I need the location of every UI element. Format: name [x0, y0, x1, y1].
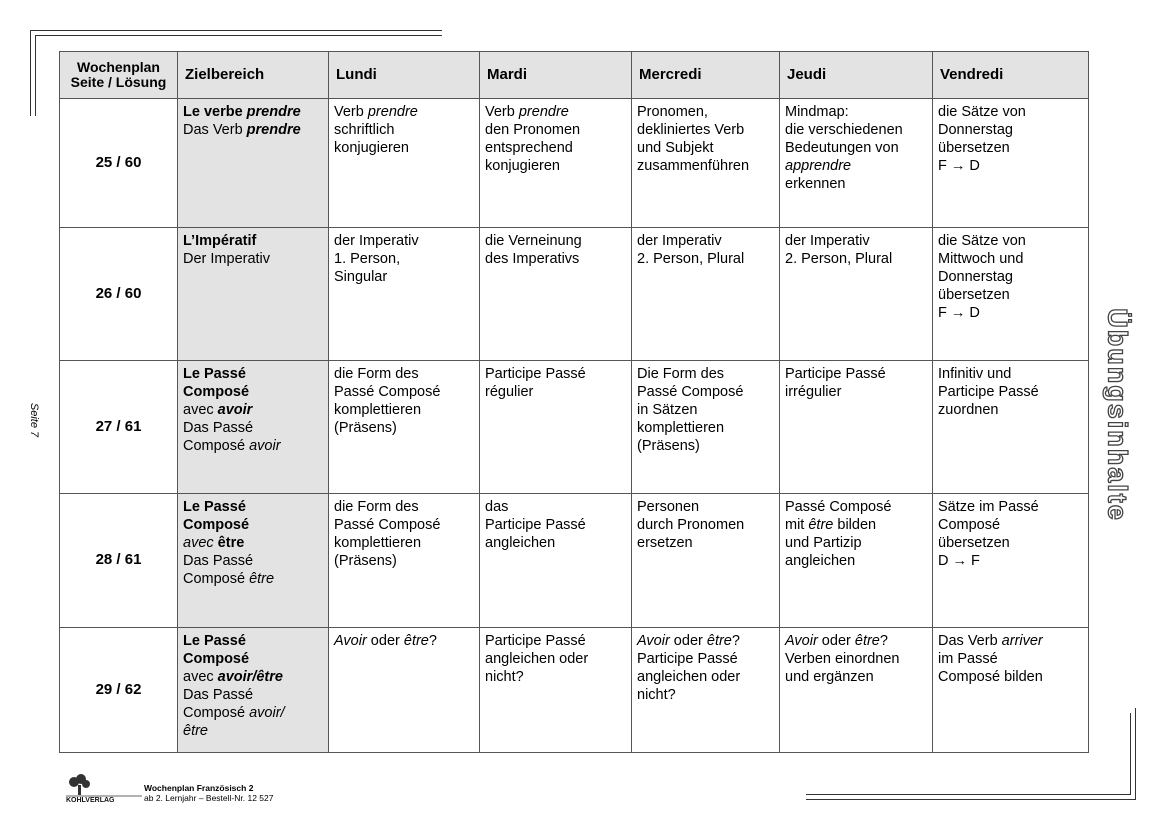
kohl-verlag-logo — [64, 774, 144, 804]
table-row — [60, 494, 1089, 627]
cell-text-segment: Composé bilden — [938, 668, 1043, 685]
cell-text-segment: die Verneinung — [485, 233, 582, 250]
cell-text-segment: avoir — [217, 401, 253, 418]
cell-text-segment: die verschiedenen — [785, 122, 903, 138]
cell-vendredi — [933, 228, 1089, 360]
logo-text: KOHLVERLAG — [66, 797, 115, 804]
cell-text-segment: F → D — [938, 305, 980, 322]
cell-seite: 26 / 60 — [60, 228, 178, 360]
cell-text-segment: Mindmap: — [785, 104, 849, 120]
table-row — [60, 228, 1089, 360]
cell-text-segment: arriver — [1001, 632, 1043, 649]
footer-title: Wochenplan Französisch 2 — [144, 783, 254, 793]
cell-text-segment: Le Passé — [183, 632, 246, 649]
cell-zielbereich — [178, 494, 329, 627]
cell-zielbereich — [178, 360, 329, 493]
cell-lundi — [329, 360, 480, 493]
cell-text-segment: nicht? — [637, 686, 676, 703]
cell-text-segment: Avoir — [334, 632, 367, 649]
cell-text-segment: angleichen — [785, 553, 856, 570]
cell-text-segment: die Sätze von — [938, 104, 1026, 120]
cell-text-segment: apprendre — [785, 158, 852, 174]
cell-text-segment: Participe Passé — [938, 383, 1039, 400]
cell-text-segment: être — [706, 632, 732, 649]
cell-mardi — [480, 494, 632, 627]
cell-text-segment: in Sätzen — [637, 401, 698, 418]
frame-line-right-outer — [1135, 708, 1136, 800]
cell-text-segment: ? — [428, 632, 437, 649]
cell-text-segment: irrégulier — [785, 383, 842, 400]
cell-text-segment: Das Verb — [938, 632, 1002, 649]
cell-text-segment: Le verbe — [183, 104, 247, 120]
footer-subtitle: ab 2. Lernjahr – Bestell-Nr. 12 527 — [144, 793, 274, 803]
cell-text-segment: être — [183, 722, 208, 739]
page-number-text: Seite 7 — [28, 402, 40, 438]
cell-text-segment: der Imperativ — [334, 233, 419, 250]
cell-jeudi — [780, 228, 933, 360]
cell-text-segment: Composé — [183, 650, 250, 667]
cell-mercredi — [632, 360, 780, 493]
cell-text-segment: nicht? — [485, 668, 524, 685]
cell-lundi — [329, 627, 480, 752]
frame-line-left-outer — [30, 30, 31, 116]
cell-text-segment: Verb — [334, 104, 368, 120]
cell-text-segment: bilden — [833, 517, 877, 534]
frame-line-bottom-inner — [806, 794, 1131, 795]
header-lundi: Lundi — [329, 52, 480, 99]
frame-line-top-inner — [35, 35, 442, 36]
cell-mardi — [480, 360, 632, 493]
cell-text-segment: Die Form des — [637, 365, 725, 382]
frame-line-left-inner — [35, 35, 36, 116]
cell-seite: 28 / 61 — [60, 494, 178, 627]
cell-seite: 29 / 62 — [60, 627, 178, 752]
cell-jeudi — [780, 494, 933, 627]
cell-text-segment: avec — [183, 668, 218, 685]
cell-lundi — [329, 228, 480, 360]
table-body — [60, 99, 1089, 753]
cell-text-segment: im Passé — [938, 650, 998, 667]
cell-jeudi — [780, 360, 933, 493]
cell-text-segment: Das Passé — [183, 419, 254, 436]
cell-text-segment: zuordnen — [938, 401, 999, 418]
cell-text-segment: schriftlich — [334, 122, 395, 138]
cell-text-segment: être — [249, 571, 275, 588]
cell-text-segment: avoir/ — [249, 704, 285, 721]
side-title — [1097, 300, 1137, 530]
cell-text-segment: Passé Composé — [334, 517, 441, 534]
cell-text-segment: komplettieren — [637, 419, 725, 436]
header-mardi: Mardi — [480, 52, 632, 99]
cell-text-segment: und Subjekt — [637, 140, 714, 156]
cell-text-segment: Participe Passé — [485, 632, 586, 649]
side-title-text: Übungsinhalte — [1102, 308, 1133, 522]
cell-text-segment: Participe Passé — [785, 365, 886, 382]
frame-line-top-outer — [30, 30, 442, 31]
cell-vendredi — [933, 360, 1089, 493]
cell-text-segment: Composé — [183, 383, 250, 400]
cell-text-segment: und Partizip — [785, 535, 862, 552]
cell-text-segment: avoir/être — [217, 668, 283, 685]
cell-text-segment: die Sätze von — [938, 233, 1026, 250]
cell-text-segment: Das Passé — [183, 553, 254, 570]
header-jeudi: Jeudi — [780, 52, 933, 99]
cell-seite: 25 / 60 — [60, 99, 178, 228]
cell-text-segment: Composé — [183, 704, 250, 721]
cell-text-segment: das — [485, 499, 509, 516]
cell-text-segment: Passé Composé — [334, 383, 441, 400]
cell-text-segment: ? — [731, 632, 740, 649]
cell-text-segment: erkennen — [785, 176, 846, 192]
cell-text-segment: F → D — [938, 158, 980, 174]
cell-text-segment: avoir — [249, 437, 281, 454]
cell-text-segment: und ergänzen — [785, 668, 874, 685]
header-row — [60, 52, 1089, 99]
cell-text-segment: die Form des — [334, 499, 419, 516]
cell-text-segment: Das Verb — [183, 122, 247, 138]
cell-text-segment: entsprechend — [485, 140, 573, 156]
table-row — [60, 360, 1089, 493]
cell-text-segment: 1. Person, — [334, 251, 401, 268]
footer-text — [144, 783, 273, 803]
cell-zielbereich — [178, 99, 329, 228]
table-row — [60, 627, 1089, 752]
cell-vendredi — [933, 99, 1089, 228]
cell-text-segment: Bedeutungen von — [785, 140, 899, 156]
cell-text-segment: angleichen oder — [485, 650, 589, 667]
cell-text-segment: Avoir — [637, 632, 670, 649]
cell-text-segment: oder — [817, 632, 855, 649]
cell-text-segment: régulier — [485, 383, 534, 400]
cell-text-segment: oder — [366, 632, 404, 649]
cell-text-segment: zusammenführen — [637, 158, 750, 174]
cell-text-segment: avec — [183, 535, 218, 552]
cell-text-segment: durch Pronomen — [637, 517, 745, 534]
cell-text-segment: (Präsens) — [334, 553, 397, 570]
cell-text-segment: être — [403, 632, 429, 649]
cell-zielbereich — [178, 627, 329, 752]
cell-text-segment: Der Imperativ — [183, 251, 271, 268]
cell-text-segment: prendre — [246, 122, 301, 138]
cell-text-segment: konjugieren — [485, 158, 560, 174]
cell-text-segment: Le Passé — [183, 365, 246, 382]
wochenplan-table — [59, 51, 1089, 753]
cell-text-segment: Composé — [183, 517, 250, 534]
cell-text-segment: avec — [183, 401, 218, 418]
cell-text-segment: Infinitiv und — [938, 365, 1012, 382]
cell-vendredi — [933, 627, 1089, 752]
cell-text-segment: Composé — [183, 437, 250, 454]
cell-text-segment: übersetzen — [938, 535, 1010, 552]
cell-text-segment: Donnerstag — [938, 269, 1013, 286]
cell-mercredi — [632, 494, 780, 627]
cell-text-segment: der Imperativ — [637, 233, 722, 250]
cell-text-segment: Avoir — [785, 632, 818, 649]
cell-text-segment: 2. Person, Plural — [785, 251, 893, 268]
cell-text-segment: Composé — [183, 571, 250, 588]
header-vendredi: Vendredi — [933, 52, 1089, 99]
cell-text-segment: Verben einordnen — [785, 650, 900, 667]
cell-text-segment: (Präsens) — [637, 437, 700, 454]
cell-text-segment: L’Impératif — [183, 233, 257, 250]
cell-text-segment: den Pronomen — [485, 122, 581, 138]
cell-zielbereich — [178, 228, 329, 360]
cell-text-segment: Singular — [334, 269, 388, 286]
cell-text-segment: Passé Composé — [785, 499, 892, 516]
cell-mardi — [480, 228, 632, 360]
cell-text-segment: Verb — [485, 104, 519, 120]
cell-text-segment: angleichen oder — [637, 668, 741, 685]
cell-text-segment: être — [854, 632, 880, 649]
cell-text-segment: des Imperativs — [485, 251, 580, 268]
cell-text-segment: être — [217, 535, 245, 552]
cell-text-segment: der Imperativ — [785, 233, 870, 250]
cell-text-segment: Donnerstag — [938, 122, 1013, 138]
cell-text-segment: dekliniertes Verb — [637, 122, 745, 138]
frame-line-right-inner — [1130, 713, 1131, 795]
cell-mercredi — [632, 228, 780, 360]
header-wochenplan: Wochenplan Seite / Lösung — [60, 52, 178, 99]
cell-lundi — [329, 99, 480, 228]
cell-text-segment: Participe Passé — [485, 517, 586, 534]
cell-mardi — [480, 627, 632, 752]
cell-text-segment: mit — [785, 517, 809, 534]
header-mercredi: Mercredi — [632, 52, 780, 99]
header-zielbereich: Zielbereich — [178, 52, 329, 99]
cell-mercredi — [632, 99, 780, 228]
cell-text-segment: übersetzen — [938, 140, 1010, 156]
cell-text-segment: 2. Person, Plural — [637, 251, 745, 268]
cell-text-segment: Sätze im Passé — [938, 499, 1039, 516]
cell-jeudi — [780, 627, 933, 752]
cell-text-segment: (Präsens) — [334, 419, 397, 436]
cell-text-segment: Composé — [938, 517, 1001, 534]
cell-mardi — [480, 99, 632, 228]
cell-text-segment: angleichen — [485, 535, 556, 552]
cell-text-segment: übersetzen — [938, 287, 1010, 304]
cell-text-segment: prendre — [518, 104, 569, 120]
cell-text-segment: Das Passé — [183, 686, 254, 703]
cell-text-segment: Participe Passé — [485, 365, 586, 382]
cell-text-segment: oder — [669, 632, 707, 649]
cell-text-segment: Participe Passé — [637, 650, 738, 667]
page-number — [24, 390, 44, 450]
cell-vendredi — [933, 494, 1089, 627]
cell-text-segment: prendre — [367, 104, 418, 120]
cell-text-segment: Le Passé — [183, 499, 246, 516]
cell-text-segment: être — [808, 517, 834, 534]
cell-text-segment: ersetzen — [637, 535, 693, 552]
cell-text-segment: Pronomen, — [637, 104, 708, 120]
cell-seite: 27 / 61 — [60, 360, 178, 493]
frame-line-bottom-outer — [806, 799, 1136, 800]
cell-text-segment: D → F — [938, 553, 980, 570]
cell-text-segment: konjugieren — [334, 140, 409, 156]
cell-text-segment: die Form des — [334, 365, 419, 382]
cell-text-segment: prendre — [246, 104, 301, 120]
cell-mercredi — [632, 627, 780, 752]
cell-text-segment: Mittwoch und — [938, 251, 1024, 268]
tree-icon — [69, 774, 90, 795]
cell-text-segment: Passé Composé — [637, 383, 744, 400]
cell-text-segment: Personen — [637, 499, 700, 516]
cell-lundi — [329, 494, 480, 627]
cell-text-segment: ? — [879, 632, 888, 649]
cell-jeudi — [780, 99, 933, 228]
table-row — [60, 99, 1089, 228]
cell-text-segment: komplettieren — [334, 401, 422, 418]
cell-text-segment: komplettieren — [334, 535, 422, 552]
